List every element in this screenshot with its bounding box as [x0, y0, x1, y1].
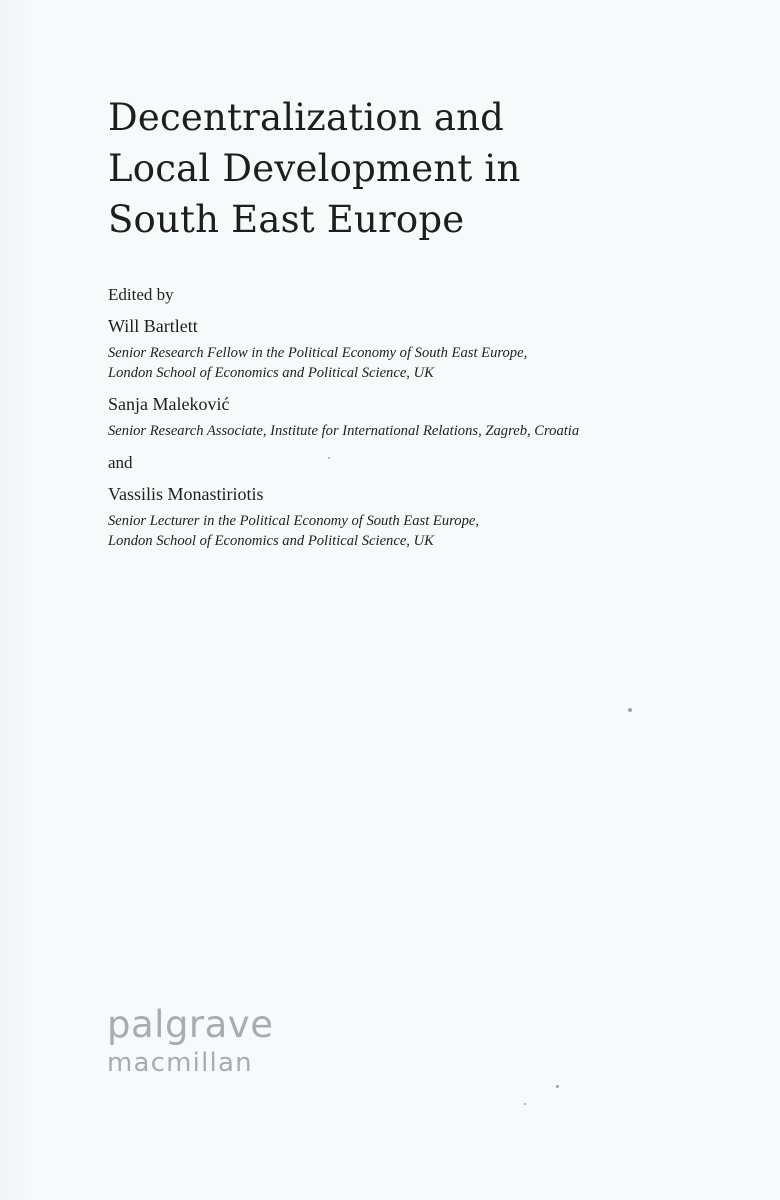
editor-name-monastiriotis: Vassilis Monastiriotis: [108, 484, 264, 504]
editor-affiliation-bartlett-line-2: London School of Economics and Political Science, UK: [108, 365, 434, 381]
conjunction-and: and: [108, 453, 133, 472]
editor-name-malekovic: Sanja Maleković: [108, 394, 230, 414]
book-title: [108, 92, 748, 245]
paper-speck: [556, 1085, 559, 1088]
paper-speck: [328, 457, 330, 459]
paper-speck: [524, 1103, 526, 1105]
edited-by-label: Edited by: [108, 285, 174, 304]
editor-name-bartlett: Will Bartlett: [108, 316, 198, 336]
title-line-3: South East Europe: [108, 198, 465, 241]
editor-affiliation-monastiriotis-line-2: London School of Economics and Political Science, UK: [108, 533, 434, 549]
publisher-logo: [107, 1004, 273, 1078]
editor-affiliation-malekovic-line-1: Senior Research Associate, Institute for International Relations, Zagreb, Croatia: [108, 423, 580, 439]
title-line-2: Local Development in: [108, 147, 521, 190]
publisher-logo-line-2: macmillan: [107, 1048, 253, 1078]
paper-speck: [628, 708, 632, 712]
editor-affiliation-bartlett-line-1: Senior Research Fellow in the Political Economy of South East Europe,: [108, 345, 528, 361]
title-line-1: Decentralization and: [108, 96, 504, 139]
page-edge-shadow: [0, 0, 34, 1200]
publisher-logo-line-1: palgrave: [107, 1003, 274, 1046]
editor-affiliation-monastiriotis-line-1: Senior Lecturer in the Political Economy of South East Europe,: [108, 513, 480, 529]
